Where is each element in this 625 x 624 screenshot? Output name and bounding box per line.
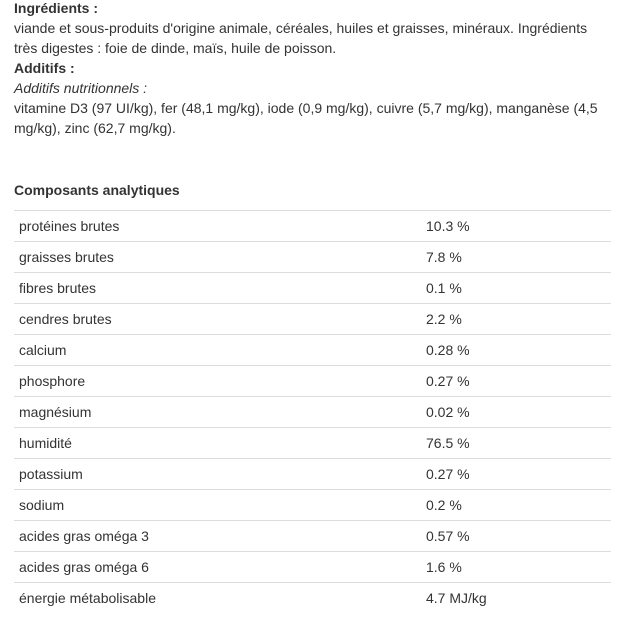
analytical-components-title: Composants analytiques [14, 182, 180, 198]
component-value: 0.1 % [426, 280, 462, 296]
table-row [14, 459, 611, 490]
ingredients-heading: Ingrédients : [14, 0, 99, 16]
component-value: 0.27 % [426, 373, 470, 389]
component-value: 10.3 % [426, 218, 470, 234]
table-row [14, 366, 611, 397]
component-name: sodium [19, 497, 65, 513]
component-name: phosphore [19, 373, 86, 389]
component-name: fibres brutes [19, 280, 97, 296]
component-name: cendres brutes [19, 311, 112, 327]
component-value: 0.28 % [426, 342, 470, 358]
component-value: 4.7 MJ/kg [426, 590, 487, 607]
table-row [14, 211, 611, 242]
component-name: protéines brutes [19, 218, 120, 234]
component-name: acides gras oméga 3 [19, 528, 149, 544]
component-value: 0.02 % [426, 404, 470, 420]
ingredients-text: viande et sous-produits d'origine animale, céréales, huiles et graisses, minéraux. Ingrédients très digestes : foie de dinde, maïs, huile de poisson. [14, 20, 588, 56]
component-name: calcium [19, 342, 67, 358]
table-row [14, 304, 611, 335]
component-value: 7.8 % [426, 249, 462, 265]
table-row [14, 583, 611, 614]
component-name: graisses brutes [19, 249, 114, 265]
component-name: énergie métabolisable [19, 590, 156, 607]
component-name: magnésium [19, 404, 92, 420]
component-value: 76.5 % [426, 435, 470, 451]
product-composition [14, 0, 611, 607]
component-value: 0.27 % [426, 466, 470, 482]
table-row [14, 521, 611, 552]
nutritional-additives-subheading: Additifs nutritionnels : [14, 80, 148, 96]
component-name: humidité [19, 435, 72, 451]
component-name: acides gras oméga 6 [19, 559, 149, 575]
additives-heading: Additifs : [14, 60, 75, 76]
additives-text: vitamine D3 (97 UI/kg), fer (48,1 mg/kg), iode (0,9 mg/kg), cuivre (5,7 mg/kg), manganèse (4,5 mg/kg), zinc (62,7 mg/kg). [14, 100, 598, 136]
analytical-rows [14, 211, 611, 614]
table-row [14, 490, 611, 521]
component-value: 0.2 % [426, 497, 462, 513]
table-row [14, 397, 611, 428]
analytical-components-table [14, 210, 611, 614]
component-value: 0.57 % [426, 528, 470, 544]
table-row [14, 273, 611, 304]
table-row [14, 552, 611, 583]
table-row [14, 335, 611, 366]
table-row [14, 428, 611, 459]
component-value: 1.6 % [426, 559, 462, 575]
table-row [14, 242, 611, 273]
component-value: 2.2 % [426, 311, 462, 327]
component-name: potassium [19, 466, 83, 482]
